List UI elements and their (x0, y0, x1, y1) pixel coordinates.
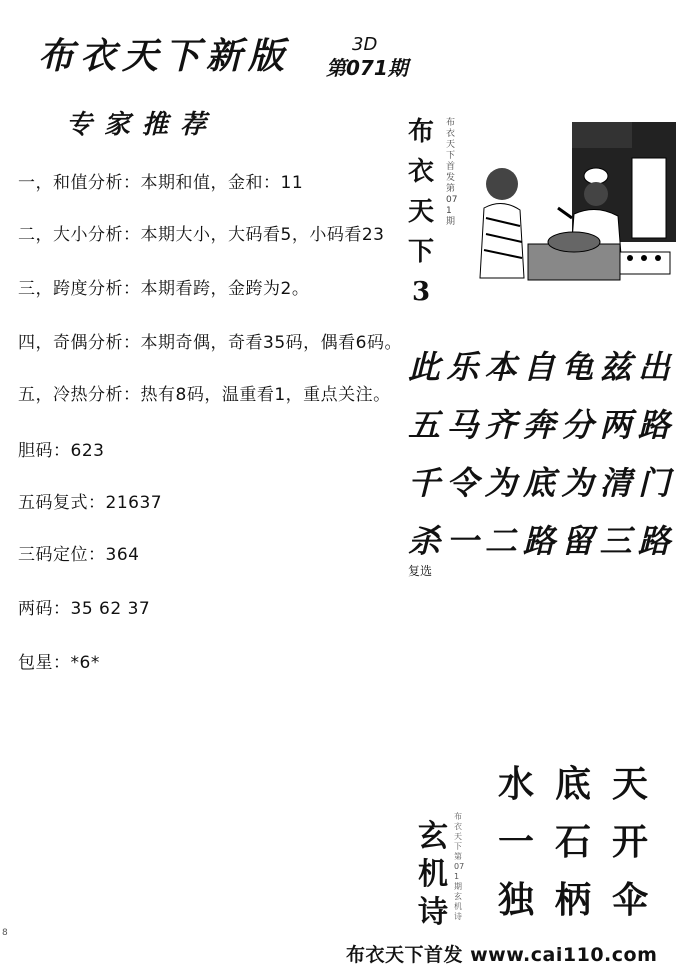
issue-number: 第071期 (326, 56, 408, 80)
poem-char: 路 (637, 522, 670, 560)
poem-char: 出 (637, 348, 670, 386)
poem-char: 留 (561, 522, 594, 560)
pick-star: 包星：*6* (18, 653, 100, 673)
poem-char: 分 (561, 406, 594, 444)
poem-char: 千 (408, 464, 441, 502)
poem-row (408, 510, 670, 568)
machine-poem-char: 伞 (611, 878, 648, 921)
section-subtitle: 专家推荐 (66, 110, 219, 140)
poem-char: 二 (484, 522, 517, 560)
corner-mark: 8 (2, 928, 8, 938)
machine-row (498, 810, 648, 868)
poem-char: 龟 (561, 348, 594, 386)
side-char: 天 (408, 197, 435, 227)
analysis-line-sum: 一，和值分析：本期和值，金和：11 (18, 173, 304, 193)
machine-poem-char: 底 (554, 762, 591, 805)
poem-char: 门 (637, 464, 670, 502)
cartoon-illustration (462, 118, 678, 288)
poem-char: 奔 (522, 406, 555, 444)
side-char: 下 (408, 237, 435, 267)
machine-char: 机 (418, 857, 448, 892)
footer-website: 布衣天下首发 www.cai110.com (346, 944, 658, 966)
poem-char: 三 (599, 522, 632, 560)
pick-three-position: 三码定位：364 (18, 545, 140, 565)
poem-row (408, 336, 670, 394)
analysis-line-size: 二，大小分析：本期大小，大码看5，小码看23 (18, 225, 385, 245)
analysis-line-span: 三，跨度分析：本期看跨，金跨为2。 (18, 279, 310, 299)
poem-char: 五 (408, 406, 441, 444)
poem-char: 自 (522, 348, 555, 386)
poem-char: 为 (484, 464, 517, 502)
poem-char: 齐 (484, 406, 517, 444)
machine-vertical-title (416, 818, 450, 932)
machine-char: 诗 (418, 895, 448, 930)
side-char: 衣 (408, 157, 435, 187)
side-vertical-caption: 布衣天下首发第071期 (446, 118, 458, 227)
pick-two-codes: 两码：35 62 37 (18, 599, 151, 619)
machine-poem-grid (498, 752, 648, 926)
poem-grid (408, 336, 670, 568)
machine-poem-char: 石 (554, 820, 591, 863)
side-char: 布 (408, 117, 435, 147)
poem-char: 清 (599, 464, 632, 502)
machine-vertical-caption: 布衣天下第071期玄机诗 (454, 812, 465, 921)
poem-char: 一 (446, 522, 479, 560)
analysis-line-parity: 四，奇偶分析：本期奇偶，奇看35码，偶看6码。 (18, 333, 402, 353)
poem-char: 底 (522, 464, 555, 502)
poem-char: 此 (408, 348, 441, 386)
poem-char: 令 (446, 464, 479, 502)
machine-poem-char: 开 (611, 820, 648, 863)
poem-char: 马 (446, 406, 479, 444)
fuxuan-label: 复选 (408, 564, 433, 578)
poem-row (408, 452, 670, 510)
machine-char: 玄 (418, 819, 448, 854)
side-vertical-title (408, 112, 434, 312)
analysis-line-hotcold: 五，冷热分析：热有8码，温重看1，重点关注。 (18, 385, 391, 405)
poem-char: 本 (484, 348, 517, 386)
machine-poem-char: 水 (498, 762, 535, 805)
side-char: 3 (411, 277, 431, 307)
machine-poem-char: 柄 (554, 878, 591, 921)
poem-char: 路 (522, 522, 555, 560)
poem-char: 杀 (408, 522, 441, 560)
pick-five-combo: 五码复式：21637 (18, 493, 163, 513)
machine-row (498, 868, 648, 926)
poem-char: 路 (637, 406, 670, 444)
machine-poem-char: 独 (498, 878, 535, 921)
poem-char: 兹 (599, 348, 632, 386)
pick-dan: 胆码：623 (18, 441, 105, 461)
page-title: 布衣天下新版 (38, 35, 291, 77)
machine-row (498, 752, 648, 810)
poem-char: 两 (599, 406, 632, 444)
poem-row (408, 394, 670, 452)
machine-poem-char: 一 (498, 820, 535, 863)
poem-char: 为 (561, 464, 594, 502)
poem-char: 乐 (446, 348, 479, 386)
machine-poem-char: 天 (611, 762, 648, 805)
lottery-type: 3D (352, 34, 378, 55)
